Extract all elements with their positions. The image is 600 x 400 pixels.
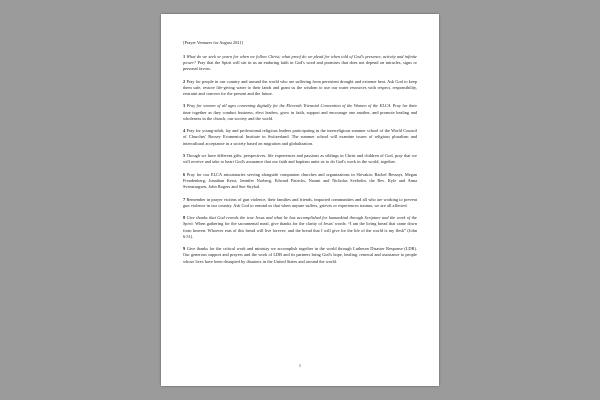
entry-number: 2 (183, 78, 186, 84)
entry-body: Though we have different gifts, perspectives, life experiences and passions as siblings in Christ and children of God, pray that we will receive and take to heart God's assurance that our faith and baptism unite us to do God's work in the world, together. (183, 153, 417, 165)
prayer-entry (183, 246, 417, 265)
entry-number: 7 (183, 196, 186, 202)
prayer-entry (183, 172, 417, 191)
entry-lead: Pray for women of all ages convening digitally for the Eleventh Triennial Convention of the Women of the ELCA. (186, 103, 392, 109)
entry-body: When gathering for the sacramental meal, give thanks for the clarity of Jesus' words: “I am the living bread that came down from heaven. Whoever eats of this bread will live forever; and the bread that I will give for the life of the world is my flesh” (John 6:51). (183, 221, 417, 239)
entry-body: Pray for their time together as they conduct business, elect leaders, grow in faith, support and encourage one another, and promote healing and wholeness in the church, our society and the world. (183, 103, 417, 121)
entry-body: Pray for young-adult, lay and professional religious leaders participating in the interreligious summer school of the World Council of Churches' Bossey Ecumenical Institute in Switzerland. The summer school will examine issues of religious pluralism and intercultural acceptance in a society based on migration and globalization. (183, 128, 417, 146)
entry-number: 1 (183, 53, 186, 59)
entry-lead: Give thanks that God reveals the true Jesus and what he has accomplished for humankind through Scripture and the work of the Spirit. (183, 215, 417, 227)
document-title: [Prayer Ventures for August 2021] (183, 40, 244, 45)
prayer-entry (183, 54, 417, 73)
prayer-entry (183, 153, 417, 166)
entry-body: Remember in prayer victims of gun violence, their families and friends, impacted communities and all who are working to prevent gun violence in our country. Ask God to remind us that when anyone suffers, grieves or experiences trauma, we are all affected. (183, 196, 417, 208)
entry-body: Pray for our ELCA missionaries serving alongside companion churches and organizations in Slovakia: Rachel Bessnyt, Megan Freudenberg, Jonathan Kerst, Jennifer Norberg, Edward Patricks, Naomi and Nicholas Svebolin, the Rev. Kyle and Anna Svensturgsen, John Rogers and Sue Strykal. (183, 171, 417, 190)
entry-number: 3 (183, 103, 186, 109)
entry-body: Pray that the Spirit will stir in us an enduring faith in God's word and promises that does not depend on miracles, signs or personal favors. (183, 59, 417, 72)
entry-number: 9 (183, 246, 186, 252)
prayer-entry (183, 128, 417, 147)
prayer-entry (183, 197, 417, 210)
entry-number: 6 (183, 171, 186, 177)
entry-body: Give thanks for the critical work and ministry we accomplish together in the world through Lutheran Disaster Response (LDR). Our generous support and prayers and the work of LDR and its partners bring God's hope, healing, renewal and assistance to people whose lives have been disrupted by disasters in the United States and around the world. (183, 246, 417, 264)
page-number: 1 (298, 363, 302, 368)
entry-number: 8 (183, 215, 186, 221)
prayer-entry (183, 215, 417, 240)
entry-lead: What do we seek or yearn for when we follow Christ; what proof do we plead for when told of God's presence, activity and infinite power? (183, 53, 417, 65)
entry-body: Pray for people in our country and around the world who are suffering from persistent drought and extreme heat. Ask God to keep them safe, restore life-giving water to their lands and grant us the wisdom to use our water resources with respect, responsibility, restraint and concern for the present and the future. (183, 78, 417, 97)
prayer-entry (183, 79, 417, 98)
document-page (161, 14, 439, 386)
entry-number: 4 (183, 128, 186, 134)
prayer-entry (183, 103, 417, 122)
entry-number: 5 (183, 153, 186, 159)
